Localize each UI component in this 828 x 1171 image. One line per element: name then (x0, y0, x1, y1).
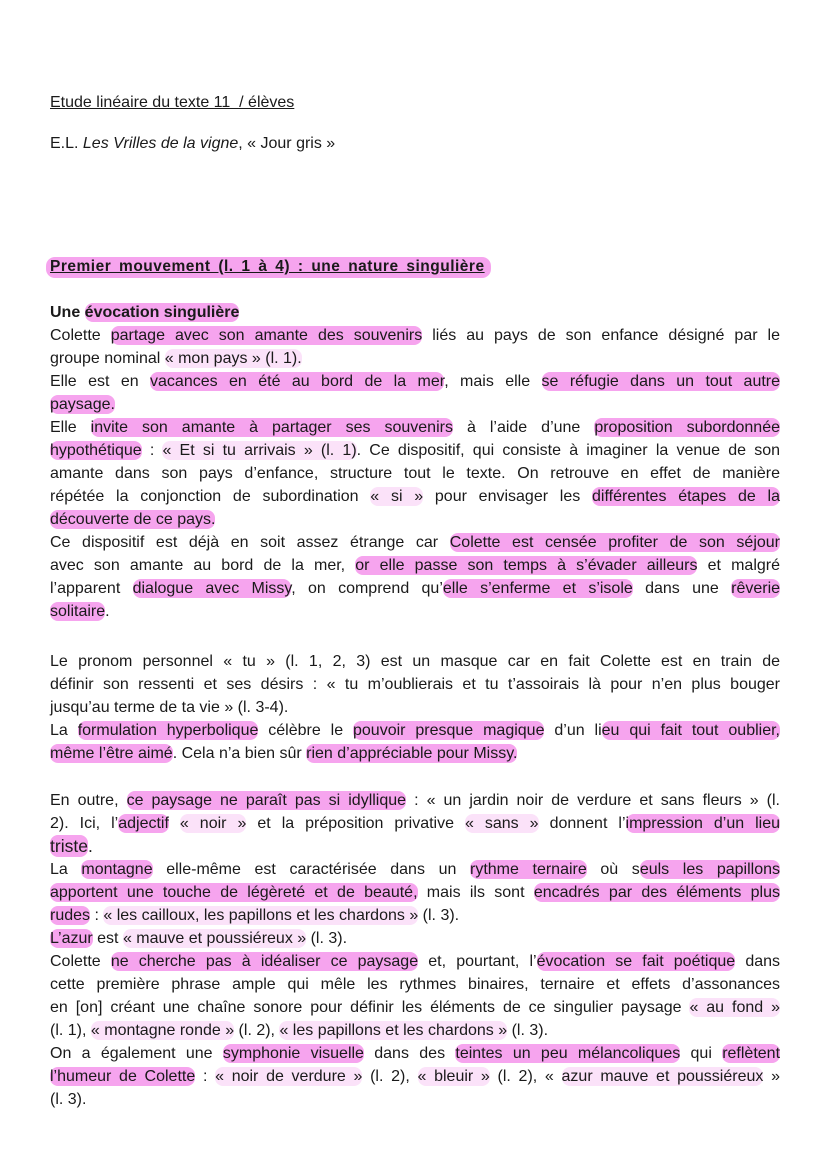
highlighted-text: « Et si tu arrivais » (l. 1) (162, 442, 357, 459)
text-line (50, 696, 780, 719)
highlighted-text: se réfugie dans un tout autre (541, 373, 781, 390)
text-segment: Colette (50, 953, 111, 970)
text-line (50, 577, 780, 600)
text-segment: définir son ressenti et ses désirs : « tu m’oublierais et tu t’assoirais là pour n’en plus bouger (50, 676, 780, 693)
text-line (50, 554, 780, 577)
highlighted-text: solitaire (50, 603, 106, 620)
text-segment (169, 815, 180, 832)
text-segment: : (195, 1068, 216, 1085)
highlighted-text: rudes (50, 907, 91, 924)
text-segment: » (763, 1068, 780, 1085)
text-segment: est (92, 930, 123, 947)
text-segment: (l. 2), (362, 1068, 418, 1085)
highlighted-text: impression d’un lieu (625, 815, 781, 832)
text-line (50, 650, 780, 673)
text-segment: mais ils sont (417, 884, 534, 901)
text-segment: et malgré (697, 557, 781, 574)
highlighted-text: rythme ternaire (469, 861, 587, 878)
text-line (50, 485, 780, 508)
text-segment: en [on] créant une chaîne sonore pour définir les éléments de ce singulier paysage (50, 999, 690, 1016)
highlighted-text: Colette est censée profiter de son séjour (449, 534, 780, 551)
text-line (50, 904, 780, 927)
text-segment: Elle (50, 419, 91, 436)
text-segment: . Ce dispositif, qui consiste à imaginer la venue de son (356, 442, 781, 459)
subtitle-suffix: , « Jour gris » (238, 135, 336, 152)
highlighted-text: « les cailloux, les papillons et les chardons » (103, 907, 419, 924)
highlighted-text: L’azur (50, 930, 93, 947)
text-segment: Le pronom personnel « tu » (l. 1, 2, 3) est un masque car en fait Colette est en train de (50, 653, 780, 670)
highlighted-text: hypothétique (50, 442, 142, 459)
document-subtitle (50, 135, 335, 153)
text-line (50, 324, 780, 347)
text-segment: donnent l’ (538, 815, 626, 832)
text-segment: : (141, 442, 163, 459)
highlighted-text: « noir de verdure » (215, 1068, 363, 1085)
text-segment: (l. 2), (234, 1022, 280, 1039)
text-line (50, 462, 780, 485)
text-line (50, 600, 780, 623)
highlighted-text: « si » (370, 488, 424, 505)
text-line (50, 789, 780, 812)
text-segment: pour envisager les (423, 488, 593, 505)
text-segment: qui (680, 1045, 723, 1062)
text-segment: En outre, (50, 792, 127, 809)
highlighted-text: pouvoir presque magique (353, 722, 545, 739)
highlighted-text: évocation singulière (84, 304, 240, 321)
text-segment: où s (586, 861, 640, 878)
text-line (50, 1042, 780, 1065)
text-segment: et la préposition privative (246, 815, 465, 832)
text-line (50, 347, 780, 370)
text-line (50, 1088, 780, 1111)
highlighted-text: ce paysage ne paraît pas si idyllique (126, 792, 407, 809)
highlighted-text: proposition subordonnée (594, 419, 781, 436)
text-line (50, 439, 780, 462)
highlighted-text: euls les papillons (639, 861, 781, 878)
highlighted-text: « les papillons et les chardons » (279, 1022, 508, 1039)
paragraph-block-evocation (50, 301, 780, 623)
text-segment: : (90, 907, 104, 924)
text-segment: groupe nominal (50, 350, 165, 367)
text-segment: . (105, 603, 110, 620)
text-segment: (l. 2), « (489, 1068, 562, 1085)
text-segment: dans (735, 953, 781, 970)
text-segment: Elle est en (50, 373, 151, 390)
text-line (50, 301, 780, 324)
text-segment: La (50, 861, 82, 878)
paragraph-block-paysage (50, 789, 780, 1111)
highlighted-text: azur mauve et poussiéreux (561, 1068, 764, 1085)
text-segment: avec son amante au bord de la mer, (50, 557, 356, 574)
text-segment: elle-même est caractérisée dans un (152, 861, 470, 878)
text-line (50, 881, 780, 904)
text-line (50, 996, 780, 1019)
highlighted-text: « bleuir » (417, 1068, 490, 1085)
text-line (50, 835, 780, 858)
text-segment: (l. 3). (50, 1091, 87, 1108)
text-line (50, 508, 780, 531)
text-line (50, 531, 780, 554)
subtitle-work-title: Les Vrilles de la vigne (82, 135, 239, 152)
highlighted-text: « au fond » (689, 999, 780, 1016)
highlighted-text: invite son amante à partager ses souvenirs (90, 419, 453, 436)
highlighted-text: même l’être aimé (50, 745, 173, 762)
highlighted-text: encadrés par des éléments plus (533, 884, 780, 901)
text-segment: . (87, 836, 93, 856)
highlighted-text: différentes étapes de la (592, 488, 780, 505)
text-segment: Une (50, 304, 85, 321)
highlighted-text: montagne (81, 861, 153, 878)
text-segment: cette première phrase ample qui mêle les rythmes binaires, ternaire et effets d’assonances (50, 976, 780, 993)
text-segment: jusqu’au terme de ta vie » (l. 3-4). (50, 699, 289, 716)
highlighted-text: dialogue avec Missy (132, 580, 292, 597)
subtitle-prefix: E.L. (50, 135, 83, 152)
text-segment: La (50, 722, 78, 739)
highlighted-text: eu qui fait tout oublier, (601, 722, 780, 739)
highlighted-text: adjectif (118, 815, 169, 832)
text-line (50, 858, 780, 881)
text-line (50, 416, 780, 439)
highlighted-text: « mauve et poussiéreux » (122, 930, 307, 947)
text-segment: et, pourtant, l’ (418, 953, 537, 970)
highlighted-text: partage avec son amante des souvenirs (110, 327, 423, 344)
highlighted-text: teintes un peu mélancoliques (455, 1045, 681, 1062)
text-line (50, 1065, 780, 1088)
highlighted-text: « noir » (179, 815, 247, 832)
text-segment: Colette (50, 327, 111, 344)
text-segment: . Cela n’a bien sûr (172, 745, 307, 762)
text-line (50, 673, 780, 696)
text-segment: l’apparent (50, 580, 133, 597)
highlighted-text: rêverie (731, 580, 781, 597)
highlighted-text: apportent une touche de légèreté et de beauté, (50, 884, 418, 901)
text-segment: liés au pays de son enfance désigné par le (422, 327, 781, 344)
text-segment: (l. 3). (507, 1022, 549, 1039)
text-segment: célèbre le (258, 722, 353, 739)
highlighted-text: l’humeur de Colette (50, 1068, 196, 1085)
paragraph-block-pronom (50, 650, 780, 765)
text-line (50, 973, 780, 996)
text-line (50, 742, 780, 765)
text-segment: (l. 1), (50, 1022, 91, 1039)
text-line (50, 393, 780, 416)
text-segment: , mais elle (444, 373, 542, 390)
text-segment: : « un jardin noir de verdure et sans fleurs » (l. (406, 792, 781, 809)
highlighted-text: or elle passe son temps à s’évader ailleurs (355, 557, 698, 574)
text-line (50, 950, 780, 973)
text-segment: d’un li (544, 722, 602, 739)
text-segment: Ce dispositif est déjà en soit assez étrange car (50, 534, 450, 551)
text-segment: à l’aide d’une (452, 419, 595, 436)
text-line (50, 370, 780, 393)
highlighted-text: découverte de ce pays. (50, 511, 216, 528)
text-segment: dans une (632, 580, 732, 597)
highlighted-text: symphonie visuelle (222, 1045, 364, 1062)
highlighted-text: ne cherche pas à idéaliser ce paysage (110, 953, 419, 970)
document-title: Etude linéaire du texte 11 / élèves (50, 94, 295, 111)
highlighted-text: reflètent (722, 1045, 781, 1062)
text-segment: amante dans son pays d’enfance, structure tout le texte. On retrouve en effet de manière (50, 465, 780, 482)
highlighted-text: « montagne ronde » (90, 1022, 235, 1039)
text-segment: (l. 3). (306, 930, 348, 947)
text-segment: (l. 3). (418, 907, 460, 924)
highlighted-text: elle s’enferme et s’isole (442, 580, 633, 597)
highlighted-text: triste (50, 836, 88, 856)
text-line (50, 1019, 780, 1042)
highlighted-text: « sans » (465, 815, 539, 832)
text-line (50, 719, 780, 742)
highlighted-text: paysage. (50, 396, 115, 413)
text-segment: 2). Ici, l’ (50, 815, 119, 832)
highlighted-text: rien d’appréciable pour Missy. (306, 745, 518, 762)
text-line (50, 927, 780, 950)
text-segment: répétée la conjonction de subordination (50, 488, 371, 505)
text-line (50, 812, 780, 835)
text-segment: On a également une (50, 1045, 223, 1062)
highlighted-text: évocation se fait poétique (536, 953, 736, 970)
highlighted-text: formulation hyperbolique (77, 722, 259, 739)
text-segment: dans des (363, 1045, 456, 1062)
highlighted-text: « mon pays » (l. 1). (164, 350, 302, 367)
highlighted-text: vacances en été au bord de la mer (150, 373, 445, 390)
section-heading: Premier mouvement (l. 1 à 4) : une nature singulière (46, 257, 491, 278)
text-segment: , on comprend qu’ (291, 580, 443, 597)
